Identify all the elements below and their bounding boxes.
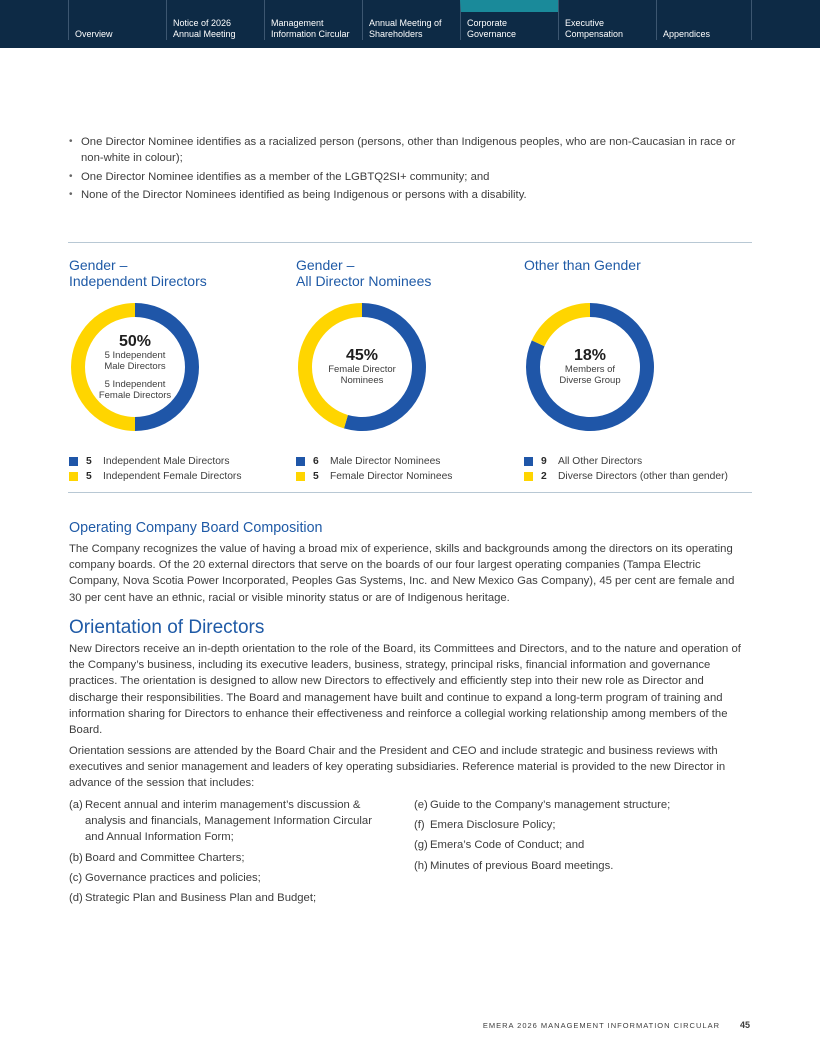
list-marker: (a) <box>69 799 83 811</box>
donut-chart <box>524 301 656 433</box>
list-text: Emera’s Code of Conduct; and <box>430 839 585 852</box>
chart-all-director-nominees <box>296 257 506 482</box>
legend-count: 5 <box>86 471 92 482</box>
list-item <box>69 797 389 846</box>
diversity-bullet-list <box>69 134 749 206</box>
legend-swatch-yellow <box>296 472 305 481</box>
legend-label: Independent Male Directors <box>103 456 230 467</box>
chart-legend <box>296 454 452 484</box>
list-text: Emera Disclosure Policy; <box>430 819 556 832</box>
list-text: Recent annual and interim management’s discussion & analysis and financials, Management Information Circular and Annual Information Form; <box>85 799 372 844</box>
donut-center-label <box>69 301 201 433</box>
list-marker: (h) <box>414 859 428 872</box>
orientation-heading: Orientation of Directors <box>69 617 265 638</box>
center-text: 5 Independent <box>104 378 166 390</box>
center-text: Female Director <box>328 364 396 375</box>
center-text: Members of <box>564 364 616 375</box>
tab-corporate-governance[interactable]: Corporate Governance <box>460 0 558 40</box>
donut-chart <box>296 301 428 433</box>
reference-list-right <box>414 797 750 878</box>
list-text: Strategic Plan and Business Plan and Budget; <box>85 892 317 905</box>
legend-label: Diverse Directors (other than gender) <box>558 471 728 482</box>
list-item <box>69 850 389 866</box>
legend-count: 9 <box>541 456 547 467</box>
tab-overview[interactable]: Overview <box>68 0 166 40</box>
tab-management-information-circular[interactable]: Management Information Circular <box>264 0 362 40</box>
legend-swatch-blue <box>296 457 305 466</box>
list-text: Minutes of previous Board meetings. <box>430 859 614 872</box>
legend-swatch-yellow <box>524 472 533 481</box>
legend-item <box>524 469 728 484</box>
legend-count: 2 <box>541 471 547 482</box>
tab-executive-compensation[interactable]: Executive Compensation <box>558 0 656 40</box>
list-item <box>414 858 750 874</box>
tab-annual-meeting-of-shareholders[interactable]: Annual Meeting of Shareholders <box>362 0 460 40</box>
legend-item <box>69 469 242 484</box>
center-text: 5 Independent <box>104 349 166 361</box>
chart-title: Gender – <box>296 257 355 273</box>
donut-center-label <box>524 301 656 433</box>
legend-count: 5 <box>313 471 319 482</box>
chart-title: Other than Gender <box>524 257 641 273</box>
bullet-item: • None of the Director Nominees identified as being Indigenous or persons with a disability. <box>69 187 749 203</box>
bullet-item: • One Director Nominee identifies as a member of the LGBTQ2SI+ community; and <box>69 169 749 185</box>
chart-legend <box>69 454 242 484</box>
center-percent: 18% <box>573 347 607 364</box>
legend-item <box>524 454 728 469</box>
legend-label: Independent Female Directors <box>103 471 242 482</box>
tab-appendices[interactable]: Appendices <box>656 0 751 40</box>
divider-top <box>68 242 752 243</box>
orientation-paragraph-1: New Directors receive an in-depth orientation to the role of the Board, its Committees and Directors, and to the nature and operation of the Company’s business, including its executive leaders, business, strategy, principal risks, financial information and governance practices. The orientation is designed to allow new Directors to effectively and efficiently step into their new role as Director and discharge their responsibilities. The Board and management have built and continue to expand a long-term program of training and information sharing for Directors to enhance their effectiveness and reinforce a collegial working relationship among members of the Board. <box>69 643 741 737</box>
opco-paragraph: The Company recognizes the value of having a broad mix of experience, skills and backgrounds among the directors on its operating company boards. Of the 20 external directors that serve on the boards of our four largest operating companies (Tampa Electric Company, Nova Scotia Power Incorporated, Peoples Gas Systems, Inc. and New Mexico Gas Company), 45 per cent are female and 30 per cent have an ethnic, racial or visible minority status or are of Indigenous heritage. <box>69 543 735 604</box>
legend-swatch-yellow <box>69 472 78 481</box>
center-percent: 45% <box>345 347 379 364</box>
list-marker: (f) <box>414 819 425 832</box>
legend-label: Male Director Nominees <box>330 456 441 467</box>
center-text: Diverse Group <box>559 375 621 386</box>
nav-divider <box>751 0 752 40</box>
center-text: Male Directors <box>104 360 166 372</box>
legend-item <box>296 454 452 469</box>
bullet-item: • One Director Nominee identifies as a racialized person (persons, other than Indigenous peoples, who are non-Caucasian in race or non-white in colour); <box>69 134 749 166</box>
legend-swatch-blue <box>524 457 533 466</box>
chart-subtitle: Independent Directors <box>69 273 207 289</box>
list-marker: (d) <box>69 892 83 905</box>
list-text: Board and Committee Charters; <box>85 851 245 864</box>
center-text: Nominees <box>340 375 384 386</box>
legend-item <box>296 469 452 484</box>
donut-center-label <box>296 301 428 433</box>
orientation-paragraph-2: Orientation sessions are attended by the Board Chair and the President and CEO and include strategic and business reviews with executives and senior management and leaders of key operating subsidiaries. Reference material is provided to the new Director in advance of the session that includes: <box>69 745 726 790</box>
list-item <box>414 837 750 853</box>
opco-heading: Operating Company Board Composition <box>69 520 323 536</box>
chart-subtitle: All Director Nominees <box>296 273 432 289</box>
donut-chart <box>69 301 201 433</box>
legend-count: 6 <box>313 456 319 467</box>
center-percent: 50% <box>118 332 152 350</box>
list-text: Governance practices and policies; <box>85 871 261 884</box>
list-text: Guide to the Company’s management structure; <box>430 799 671 811</box>
list-item <box>69 870 389 886</box>
list-marker: (c) <box>69 871 83 884</box>
chart-legend <box>524 454 728 484</box>
legend-item <box>69 454 242 469</box>
list-marker: (b) <box>69 851 83 864</box>
tab-notice-of-annual-meeting[interactable]: Notice of 2026 Annual Meeting <box>166 0 264 40</box>
list-item <box>414 797 750 813</box>
chart-title: Gender – <box>69 257 128 273</box>
top-navigation <box>0 0 820 48</box>
legend-swatch-blue <box>69 457 78 466</box>
legend-label: Female Director Nominees <box>330 471 453 482</box>
legend-count: 5 <box>86 456 92 467</box>
reference-list-left <box>69 797 389 910</box>
list-marker: (g) <box>414 839 428 852</box>
chart-independent-directors <box>69 257 279 482</box>
chart-other-than-gender <box>524 257 750 482</box>
center-text: Female Directors <box>98 389 172 401</box>
list-item <box>69 890 389 906</box>
legend-label: All Other Directors <box>558 456 643 467</box>
list-marker: (e) <box>414 799 428 811</box>
footer-title: EMERA 2026 MANAGEMENT INFORMATION CIRCULAR <box>482 1021 720 1030</box>
list-item <box>414 817 750 833</box>
page-number: 45 <box>740 1020 751 1030</box>
divider-bottom <box>68 492 752 493</box>
